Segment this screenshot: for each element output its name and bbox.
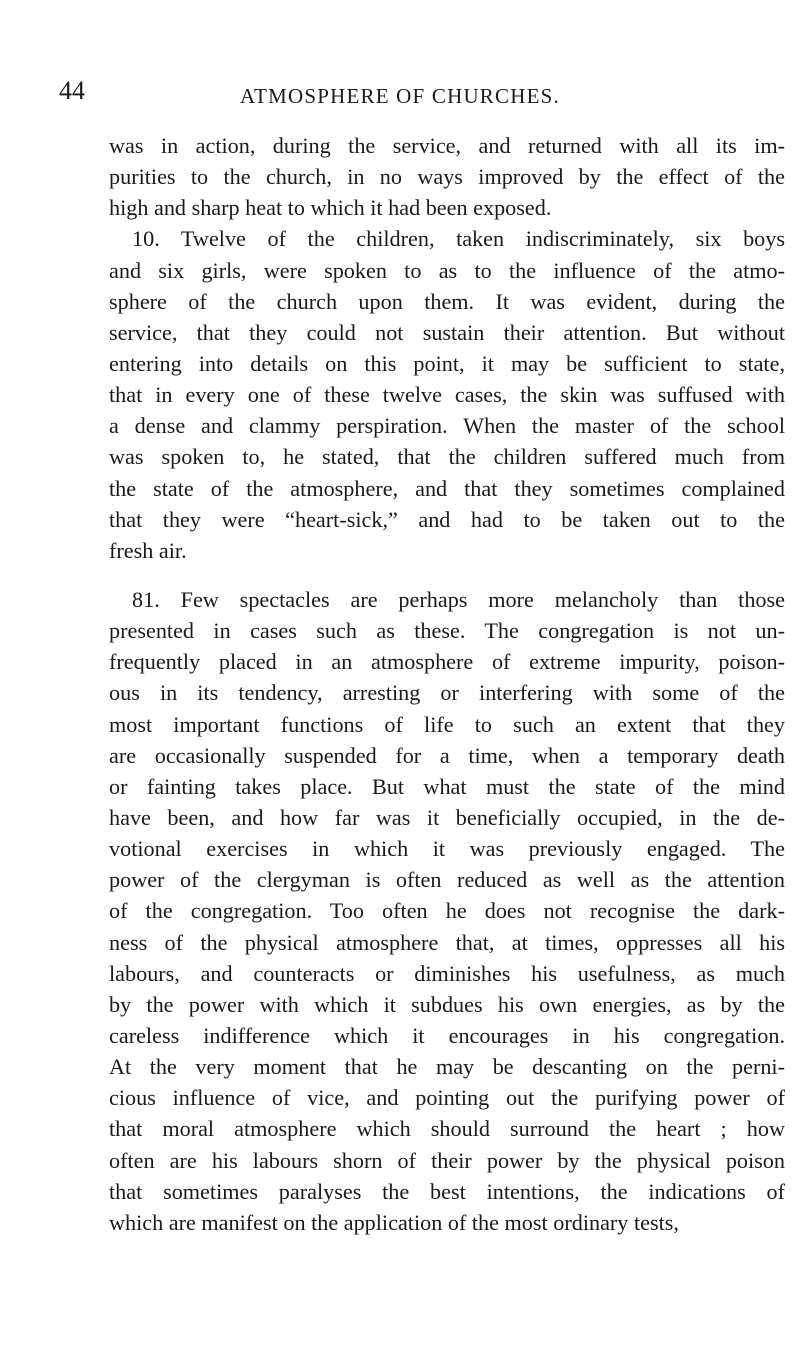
text-line-content: Twelve of the children, taken indiscriminately, six boys (180, 226, 785, 252)
text-line: a dense and clammy perspiration. When the master of the school (109, 413, 785, 439)
text-line: At the very moment that he may be descanting on the perni- (109, 1054, 785, 1080)
text-line (109, 223, 785, 254)
text-line (109, 584, 785, 615)
text-line: service, that they could not sustain their attention. But without (109, 319, 785, 345)
text-line: that sometimes paralyses the best intentions, the indications of (109, 1178, 785, 1204)
text-line: presented in cases such as these. The congregation is not un- (109, 618, 785, 644)
text-line: power of the clergyman is often reduced as well as the attention (109, 867, 785, 893)
text-line: frequently placed in an atmosphere of extreme impurity, poison- (109, 649, 785, 675)
text-line: most important functions of life to such an extent that they (109, 711, 785, 737)
paragraph-number: 10. (132, 226, 160, 252)
text-line: the state of the atmosphere, and that they sometimes complained (109, 475, 785, 501)
text-line: high and sharp heat to which it had been exposed. (109, 195, 552, 221)
text-line: that moral atmosphere which should surround the heart ; how (109, 1116, 785, 1142)
page-number: 44 (59, 76, 85, 105)
text-line: sphere of the church upon them. It was evident, during the (109, 288, 785, 314)
paragraph-number: 81. (132, 586, 160, 612)
paragraph-81 (109, 584, 785, 1238)
text-line: was spoken to, he stated, that the children suffered much from (109, 444, 785, 470)
text-line: ness of the physical atmosphere that, at times, oppresses all his (109, 929, 785, 955)
text-line: and six girls, were spoken to as to the influence of the atmo- (109, 257, 785, 283)
text-line: votional exercises in which it was previously engaged. The (109, 836, 785, 862)
paragraph-gap (109, 566, 785, 584)
text-line: by the power with which it subdues his own energies, as by the (109, 991, 785, 1017)
text-line: are occasionally suspended for a time, when a temporary death (109, 742, 785, 768)
text-line: or fainting takes place. But what must the state of the mind (109, 773, 785, 799)
text-line: that in every one of these twelve cases, the skin was suffused with (109, 382, 785, 408)
text-line-content: Few spectacles are perhaps more melancholy than those (180, 586, 786, 612)
text-line: careless indifference which it encourages in his congregation. (109, 1022, 785, 1048)
text-line: was in action, during the service, and returned with all its im- (109, 133, 785, 158)
text-line: labours, and counteracts or diminishes his usefulness, as much (109, 960, 785, 986)
text-line: that they were “heart-sick,” and had to be taken out to the (109, 506, 785, 532)
body-text (109, 130, 785, 1238)
text-line: cious influence of vice, and pointing out the purifying power of (109, 1085, 785, 1111)
text-line: of the congregation. Too often he does not recognise the dark- (109, 898, 785, 924)
text-line: ous in its tendency, arresting or interfering with some of the (109, 680, 785, 706)
text-line: purities to the church, in no ways improved by the effect of the (109, 164, 785, 190)
paragraph-continuation (109, 130, 785, 223)
text-line: fresh air. (109, 537, 187, 563)
paragraph-10 (109, 223, 785, 566)
running-title: ATMOSPHERE OF CHURCHES. (240, 84, 560, 108)
text-line: have been, and how far was it beneficially occupied, in the de- (109, 804, 785, 830)
text-line: entering into details on this point, it may be sufficient to state, (109, 350, 785, 376)
text-line: often are his labours shorn of their power by the physical poison (109, 1147, 785, 1173)
text-line: which are manifest on the application of the most ordinary tests, (109, 1209, 679, 1235)
